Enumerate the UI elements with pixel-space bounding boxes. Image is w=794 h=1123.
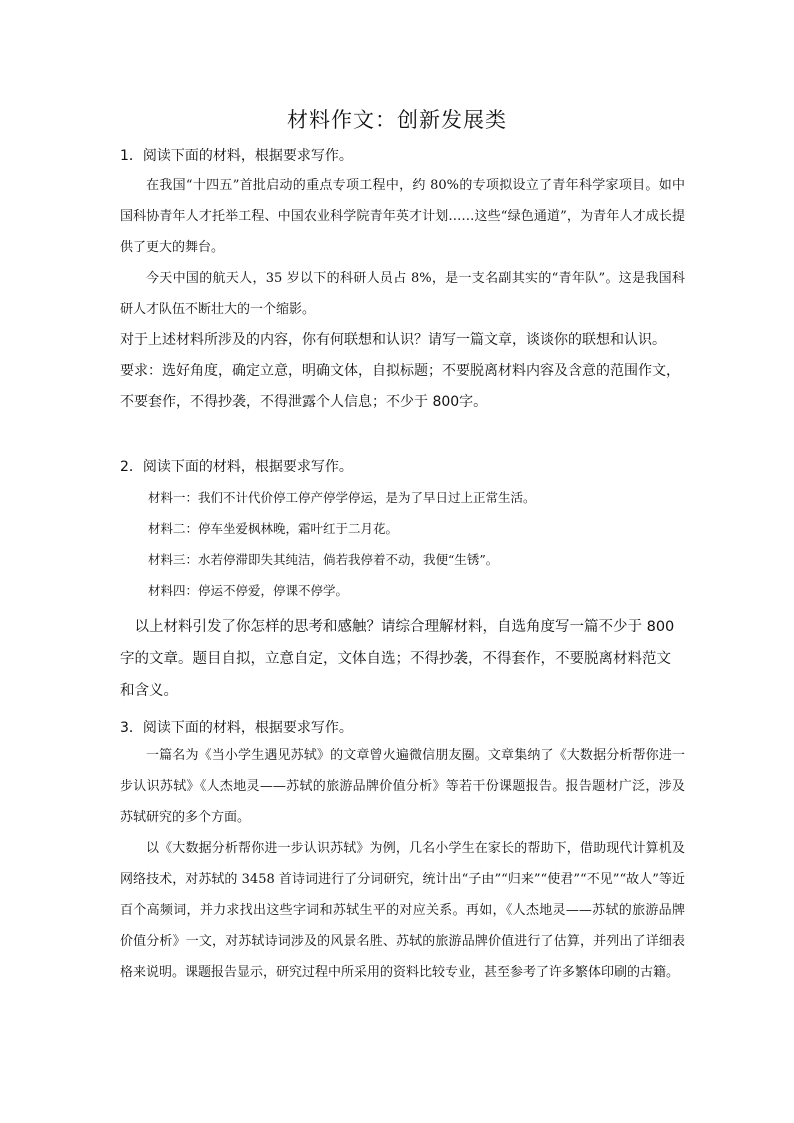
question-2-material-2: 材料二：停车坐爱枫林晚，霜叶红于二月花。 [148,521,399,536]
question-1-material [120,170,685,325]
question-2-prompt: 以上材料引发了你怎样的思考和感触？请综合理解材料，自选角度写一篇不少于 800字的文章。题目自拟，立意自定，文体自选；不得抄袭，不得套作，不要脱离材料范文和含义。 [120,619,675,699]
question-1-requirement: 要求：选好角度，确定立意，明确文体，自拟标题；不要脱离材料内容及含意的范围作文，不要套作，不得抄袭，不得泄露个人信息；不少于 800字。 [120,363,680,410]
question-3-material [120,740,685,988]
question-3-paragraph-1: 一篇名为《当小学生遇见苏轼》的文章曾火遍微信朋友圈。文章集纳了《大数据分析帮你进一步认识苏轼》《人杰地灵——苏轼的旅游品牌价值分析》等若干份课题报告。报告题材广泛，涉及苏轼研究的多个方面。 [120,748,685,825]
question-2-material-1: 材料一：我们不计代价停工停产停学停运，是为了早日过上正常生活。 [148,490,536,505]
page-title: 材料作文：创新发展类 [287,108,507,132]
question-1-heading: 1．阅读下面的材料，根据要求写作。 [120,148,353,164]
question-1-instructions [120,325,685,418]
question-2-material-list [148,482,688,606]
question-3-heading: 3．阅读下面的材料，根据要求写作。 [120,720,353,736]
question-2-material-3: 材料三：水若停滞即失其纯洁，倘若我停着不动，我便“生锈”。 [148,552,499,567]
question-2-instructions [120,611,685,707]
question-1-paragraph-1: 在我国“十四五”首批启动的重点专项工程中，约 80%的专项拟设立了青年科学家项目。如中国科协青年人才托举工程、中国农业科学院青年英才计划……这些“绿色通道”，为青年人才成长提供了更大的舞台。 [120,178,685,255]
question-3-paragraph-2: 以《大数据分析帮你进一步认识苏轼》为例，几名小学生在家长的帮助下，借助现代计算机及网络技术，对苏轼的 3458 首诗词进行了分词研究，统计出“子由”“归来”“使君”“不见”“故人”等近百个高频词，并力求找出这些字词和苏轼生平的对应关系。再如，《人杰地灵——苏轼的旅游品牌价值分析》一文，对苏轼诗词涉及的风景名胜、苏轼的旅游品牌价值进行了估算，并列出了详细表格来说明。课题报告显示，研究过程中所采用的资料比较专业，甚至参考了许多繁体印刷的古籍。 [120,841,685,980]
question-2-heading: 2．阅读下面的材料，根据要求写作。 [120,459,353,475]
question-2-material-4: 材料四：停运不停爱，停课不停学。 [148,583,349,598]
question-1-paragraph-2: 今天中国的航天人，35 岁以下的科研人员占 8%，是一支名副其实的“青年队”。这是我国科研人才队伍不断壮大的一个缩影。 [120,271,685,317]
question-1-prompt: 对于上述材料所涉及的内容，你有何联想和认识？请写一篇文章，谈谈你的联想和认识。 [120,332,666,348]
